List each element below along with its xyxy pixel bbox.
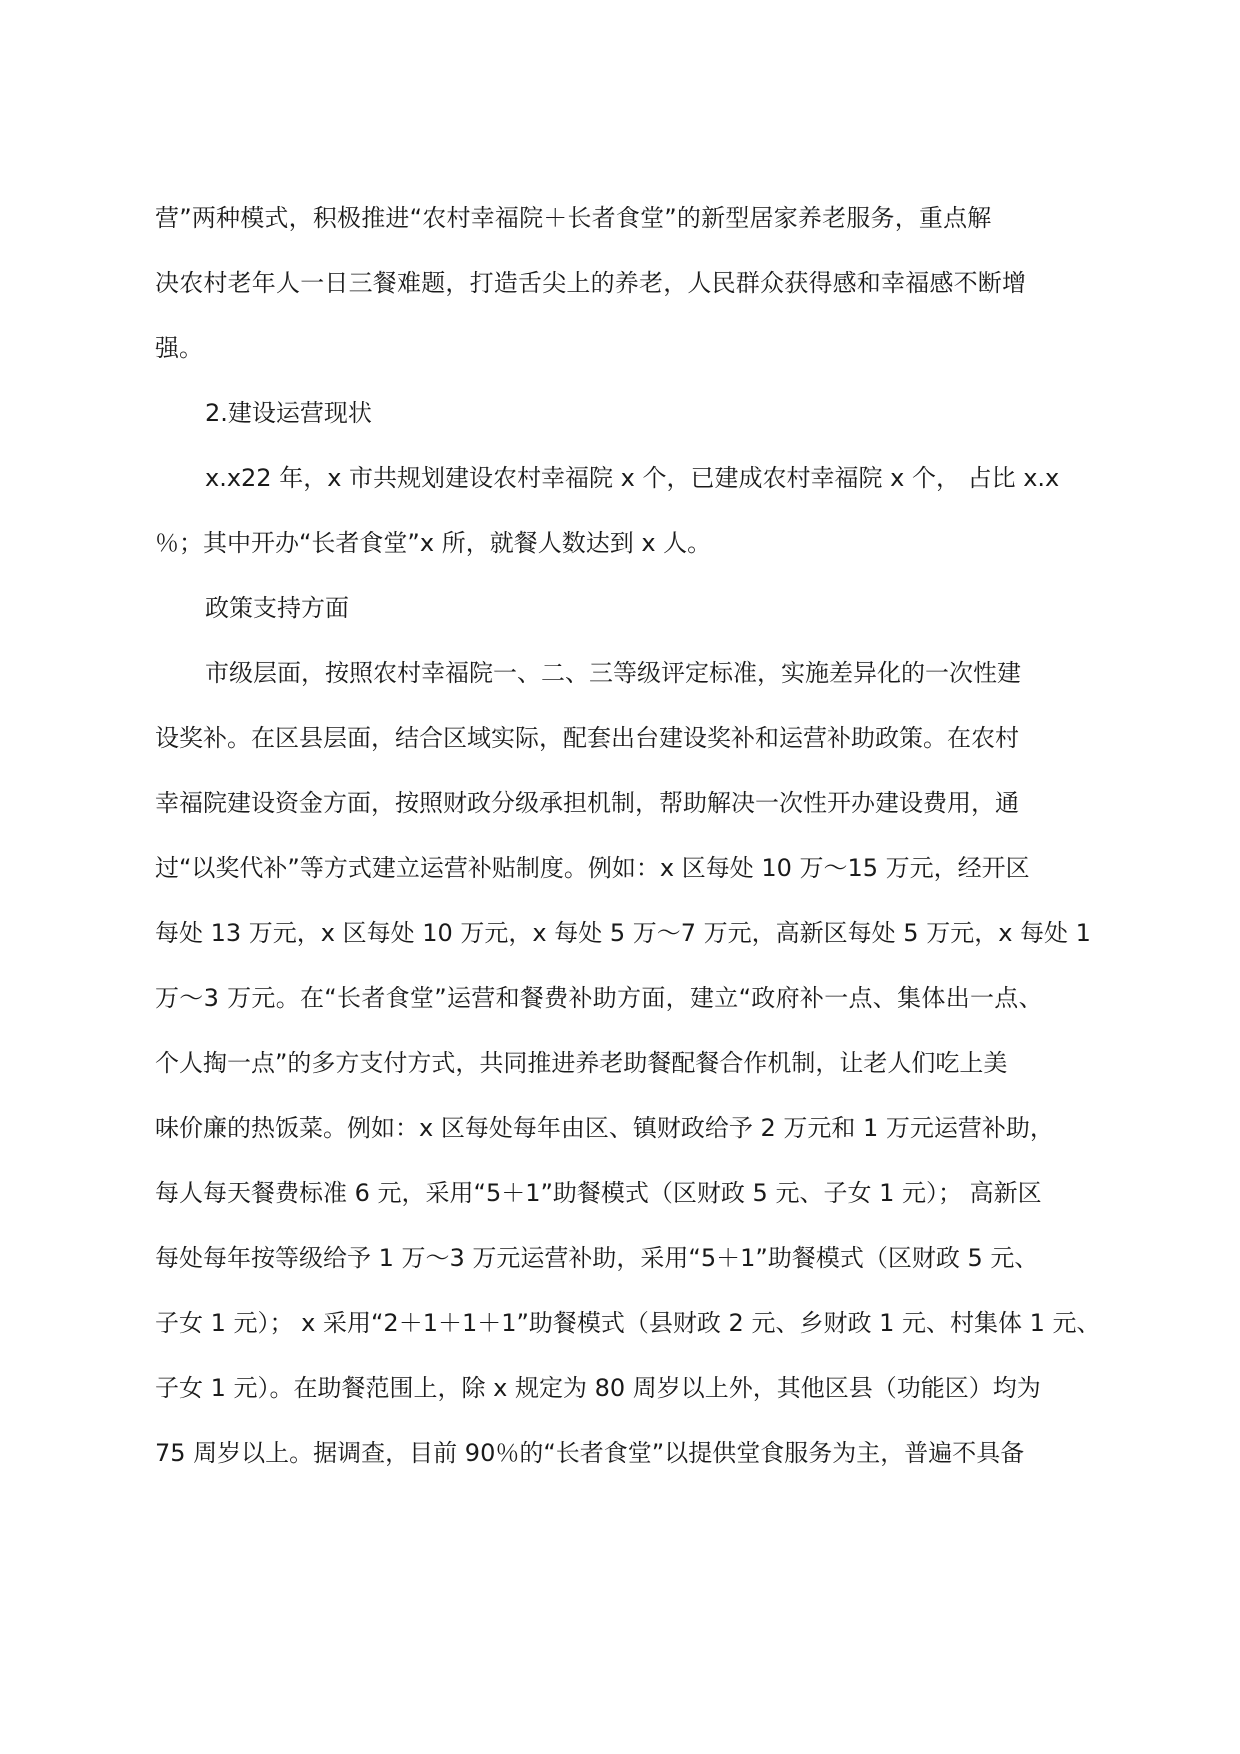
paragraph-line: 75 周岁以上。据调查，目前 90％的“长者食堂”以提供堂食服务为主，普遍不具备	[155, 1439, 1025, 1467]
paragraph-line: 市级层面，按照农村幸福院一、二、三等级评定标准，实施差异化的一次性建	[205, 659, 1021, 687]
paragraph-line: 每处 13 万元，x 区每处 10 万元，x 每处 5 万～7 万元，高新区每处 5 万元，x 每处 1	[155, 919, 1091, 947]
paragraph-line: 每处每年按等级给予 1 万～3 万元运营补助，采用“5＋1”助餐模式（区财政 5 元、	[155, 1244, 1039, 1272]
section-heading: 2.建设运营现状	[205, 399, 372, 427]
paragraph-line: 幸福院建设资金方面，按照财政分级承担机制，帮助解决一次性开办建设费用，通	[155, 789, 1019, 817]
paragraph-line: x.x22 年，x 市共规划建设农村幸福院 x 个，已建成农村幸福院 x 个， 占比 x.x	[205, 464, 1060, 492]
paragraph-line: 万～3 万元。在“长者食堂”运营和餐费补助方面，建立“政府补一点、集体出一点、	[155, 984, 1043, 1012]
paragraph-line: 设奖补。在区县层面，结合区域实际，配套出台建设奖补和运营补助政策。在农村	[155, 724, 1019, 752]
paragraph-line: ％；其中开办“长者食堂”x 所，就餐人数达到 x 人。	[155, 529, 712, 557]
paragraph-line: 营”两种模式，积极推进“农村幸福院＋长者食堂”的新型居家养老服务，重点解	[155, 204, 992, 232]
subsection-heading: 政策支持方面	[205, 594, 349, 622]
paragraph-line: 子女 1 元）； x 采用“2＋1＋1＋1”助餐模式（县财政 2 元、乡财政 1 元、村集体 1 元、	[155, 1309, 1101, 1337]
paragraph-line: 味价廉的热饭菜。例如：x 区每处每年由区、镇财政给予 2 万元和 1 万元运营补助，	[155, 1114, 1054, 1142]
paragraph-line: 子女 1 元）。在助餐范围上，除 x 规定为 80 周岁以上外，其他区县（功能区）均为	[155, 1374, 1041, 1402]
paragraph-line: 过“以奖代补”等方式建立运营补贴制度。例如：x 区每处 10 万～15 万元，经开区	[155, 854, 1030, 882]
paragraph-line: 每人每天餐费标准 6 元，采用“5＋1”助餐模式（区财政 5 元、子女 1 元）； 高新区	[155, 1179, 1042, 1207]
paragraph-line: 决农村老年人一日三餐难题，打造舌尖上的养老，人民群众获得感和幸福感不断增	[155, 269, 1027, 297]
paragraph-line: 强。	[155, 334, 203, 362]
paragraph-line: 个人掏一点”的多方支付方式，共同推进养老助餐配餐合作机制，让老人们吃上美	[155, 1049, 1008, 1077]
